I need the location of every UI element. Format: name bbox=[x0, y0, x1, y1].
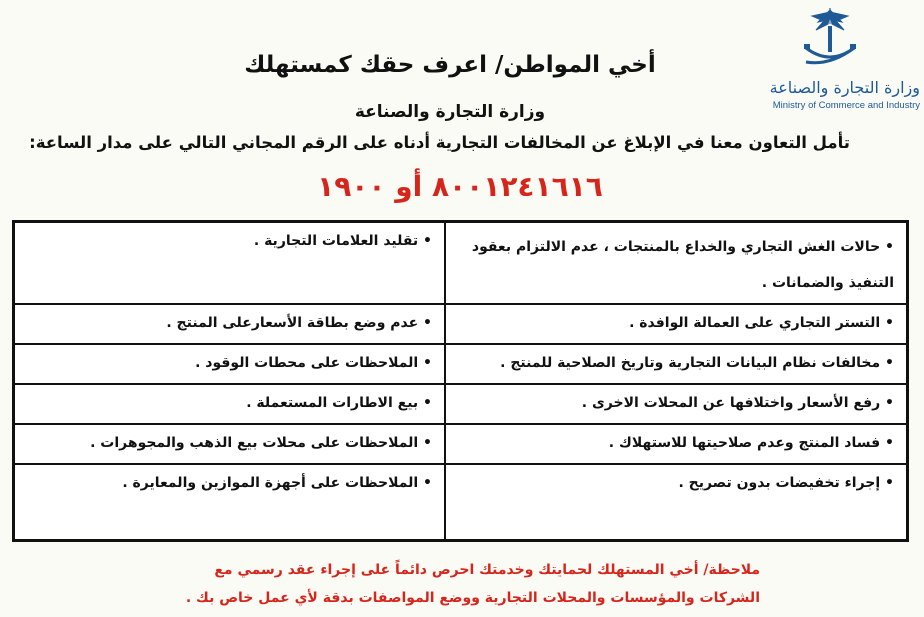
violation-cell-left-1: • تقليد العلامات التجارية . bbox=[14, 222, 445, 304]
violation-cell-right-4: • رفع الأسعار واختلافها عن المحلات الاخرى . bbox=[445, 384, 907, 424]
violation-cell-left-6: • الملاحظات على أجهزة الموازين والمعايرة . bbox=[14, 464, 445, 540]
note-line-2: الشركات والمؤسسات والمحلات التجارية ووضع المواصفات بدقة لأي عمل خاص بك . bbox=[185, 590, 760, 606]
note-line-1: ملاحظة/ أخي المستهلك لحمايتك وخدمتك احرص دائماً على إجراء عقد رسمي مع bbox=[214, 562, 760, 578]
logo-english-text: Ministry of Commerce and Industry bbox=[772, 100, 920, 111]
violations-table bbox=[12, 220, 909, 542]
appeal-text: تأمل التعاون معنا في الإبلاغ عن المخالفات التجارية أدناه على الرقم المجاني التالي على مدار الساعة: bbox=[29, 133, 850, 152]
palm-swords-emblem-icon bbox=[798, 4, 862, 70]
consumer-note bbox=[40, 556, 760, 612]
violation-cell-right-6: • إجراء تخفيضات بدون تصريح . bbox=[445, 464, 907, 540]
violation-cell-left-4: • بيع الاطارات المستعملة . bbox=[14, 384, 445, 424]
violation-cell-right-2: • التستر التجاري على العمالة الوافدة . bbox=[445, 304, 907, 344]
logo-arabic-text: وزارة التجارة والصناعة bbox=[769, 78, 920, 97]
ministry-name: وزارة التجارة والصناعة bbox=[354, 102, 546, 122]
violation-cell-right-5: • فساد المنتج وعدم صلاحيتها للاستهلاك . bbox=[445, 424, 907, 464]
violation-cell-right-1: • حالات الغش التجاري والخداع بالمنتجات ، عدم الالتزام بعقود التنفيذ والضمانات . bbox=[445, 222, 907, 304]
violation-cell-right-3: • مخالفات نظام البيانات التجارية وتاريخ الصلاحية للمنتج . bbox=[445, 344, 907, 384]
hotline-numbers: ٨٠٠١٢٤١٦١٦ أو ١٩٠٠ bbox=[317, 170, 603, 203]
ministry-logo bbox=[740, 4, 920, 114]
violation-cell-left-5: • الملاحظات على محلات بيع الذهب والمجوهرات . bbox=[14, 424, 445, 464]
violation-cell-left-2: • عدم وضع بطاقة الأسعارعلى المنتج . bbox=[14, 304, 445, 344]
page-title: أخي المواطن/ اعرف حقك كمستهلك bbox=[244, 52, 656, 78]
violation-cell-left-3: • الملاحظات على محطات الوقود . bbox=[14, 344, 445, 384]
